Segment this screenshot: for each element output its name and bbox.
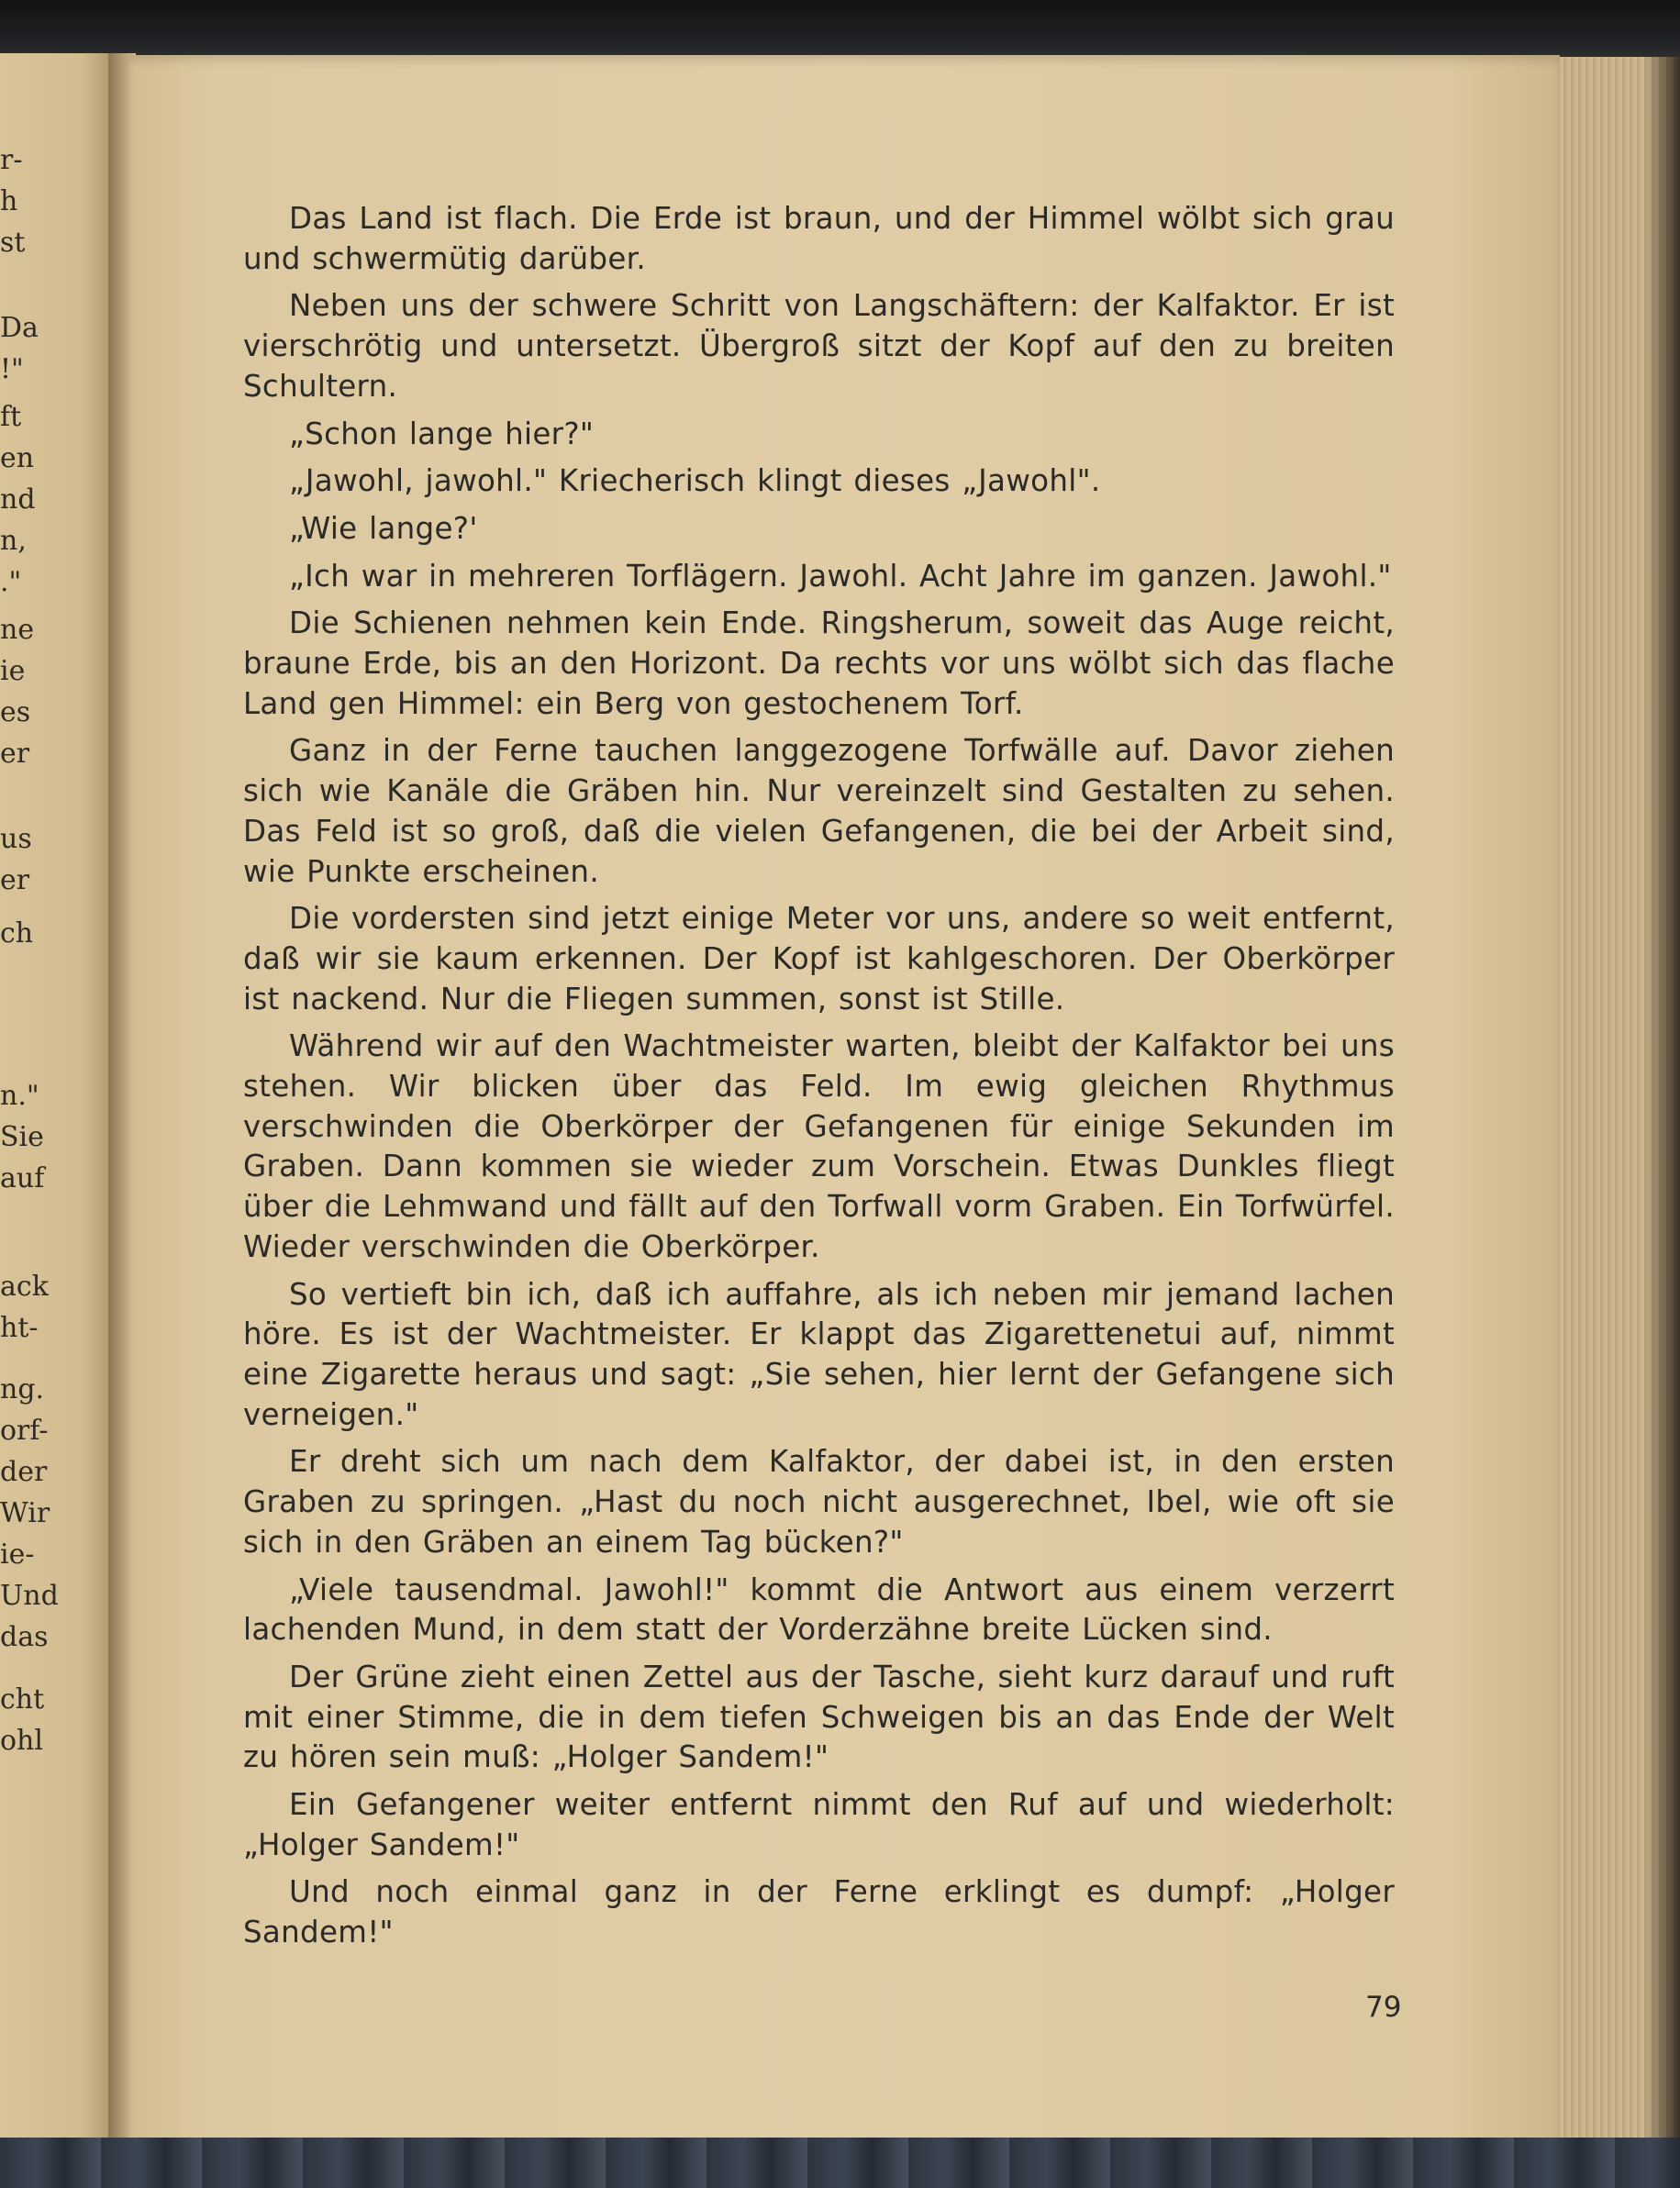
paragraph: „Ich war in mehreren Torflägern. Jawohl. Acht Jahre im ganzen. Jawohl." xyxy=(289,558,1392,594)
left-page-fragment: das xyxy=(0,1621,49,1653)
left-page-fragment: us xyxy=(0,823,32,855)
paragraph: Ein Gefangener weiter entfernt nimmt den Ruf auf und wiederholt: „Holger Sandem!" xyxy=(243,1787,1395,1862)
left-page-fragment: h xyxy=(0,185,18,217)
paragraph: Die Schienen nehmen kein Ende. Ringsherum, soweit das Auge reicht, braune Erde, bis an den Horizont. Da rechts vor uns wölbt sich das flache Land gen Himmel: ein Berg von gestochenem Torf. xyxy=(243,605,1395,721)
paragraph: Neben uns der schwere Schritt von Langschäftern: der Kalfaktor. Er ist vierschrötig und untersetzt. Übergroß sitzt der Kopf auf den zu breiten Schultern. xyxy=(243,288,1395,404)
left-page-fragment: ft xyxy=(0,401,22,433)
paragraph: Das Land ist flach. Die Erde ist braun, und der Himmel wölbt sich grau und schwermütig darüber. xyxy=(243,201,1395,276)
left-page-fragment: !" xyxy=(0,353,24,385)
left-page-fragment: n." xyxy=(0,1080,39,1112)
paragraph: „Jawohl, jawohl." Kriecherisch klingt dieses „Jawohl". xyxy=(289,463,1101,499)
left-page-fragment: ohl xyxy=(0,1725,43,1757)
left-page-fragment: n, xyxy=(0,525,27,557)
left-page-fragment: Da xyxy=(0,312,39,344)
left-page-fragment: er xyxy=(0,864,30,896)
left-page-fragment: auf xyxy=(0,1162,45,1194)
left-page-fragment: ch xyxy=(0,917,34,950)
page-edges xyxy=(1560,57,1680,2139)
paragraph: Die vordersten sind jetzt einige Meter vor uns, andere so weit entfernt, daß wir sie kaum erkennen. Der Kopf ist kahlgeschoren. Der Oberkörper ist nackend. Nur die Fliegen summen, sonst ist Stille. xyxy=(243,901,1395,1016)
paragraph: Der Grüne zieht einen Zettel aus der Tasche, sieht kurz darauf und ruft mit einer Stimme, die in dem tiefen Schweigen bis an das Ende der Welt zu hören sein muß: „Holger Sandem!" xyxy=(243,1659,1395,1775)
paragraph: „Schon lange hier?" xyxy=(289,416,595,451)
paragraph: Und noch einmal ganz in der Ferne erklingt es dumpf: „Holger Sandem!" xyxy=(243,1874,1395,1950)
left-page-fragment: Wir xyxy=(0,1497,50,1529)
left-page-fragment: ng. xyxy=(0,1373,45,1405)
paragraph: So vertieft bin ich, daß ich auffahre, als ich neben mir jemand lachen höre. Es ist der Wachtmeister. Er klappt das Zigarettenetui auf, nimmt eine Zigarette heraus und sagt: „Sie sehen, hier lernt der Gefangene sich verneigen." xyxy=(243,1276,1395,1432)
left-page-fragment: ." xyxy=(0,566,22,598)
left-page-fragment: cht xyxy=(0,1683,45,1716)
left-page-fragment: st xyxy=(0,227,26,259)
left-page-fragment: er xyxy=(0,738,30,770)
paragraph: Er dreht sich um nach dem Kalfaktor, der dabei ist, in den ersten Graben zu springen. „Hast du noch nicht ausgerechnet, Ibel, wie oft sie sich in den Gräben an einem Tag bücken?" xyxy=(243,1444,1395,1560)
left-page-fragment: ie xyxy=(0,655,26,687)
left-page-fragment: ack xyxy=(0,1271,49,1303)
left-page-fragment: orf- xyxy=(0,1415,49,1447)
left-page-fragment: r- xyxy=(0,144,23,176)
left-page-edge xyxy=(0,53,117,2145)
left-page-fragment: ne xyxy=(0,614,35,646)
left-page-fragment: Und xyxy=(0,1580,59,1612)
body-text xyxy=(243,199,1395,1960)
left-page-fragment: Sie xyxy=(0,1121,44,1153)
left-page-fragment: der xyxy=(0,1456,48,1488)
bottom-cover-edge xyxy=(0,2138,1680,2188)
paragraph: „Wie lange?' xyxy=(289,510,478,546)
left-page-fragment: en xyxy=(0,442,35,474)
page-number: 79 xyxy=(1365,1991,1402,2024)
paragraph: „Viele tausendmal. Jawohl!" kommt die Antwort aus einem verzerrt lachenden Mund, in dem statt der Vorderzähne breite Lücken sind. xyxy=(243,1572,1395,1648)
left-page-fragment: ie- xyxy=(0,1538,35,1571)
left-page-fragment: es xyxy=(0,696,31,728)
left-page-fragment: nd xyxy=(0,483,36,516)
paragraph: Ganz in der Ferne tauchen langgezogene Torfwälle auf. Davor ziehen sich wie Kanäle die Gräben hin. Nur vereinzelt sind Gestalten zu sehen. Das Feld ist so groß, daß die vielen Gefangenen, die bei der Arbeit sind, wie Punkte erscheinen. xyxy=(243,733,1395,889)
left-page-fragment: ht- xyxy=(0,1312,39,1344)
paragraph: Während wir auf den Wachtmeister warten, bleibt der Kalfaktor bei uns stehen. Wir blicken über das Feld. Im ewig gleichen Rhythmus verschwinden die Oberkörper der Gefangenen für einige Sekunden im Graben. Dann kommen sie wieder zum Vorschein. Etwas Dunkles fliegt über die Lehmwand und fällt auf den Torfwall vorm Graben. Ein Torfwürfel. Wieder verschwinden die Oberkörper. xyxy=(243,1028,1395,1264)
